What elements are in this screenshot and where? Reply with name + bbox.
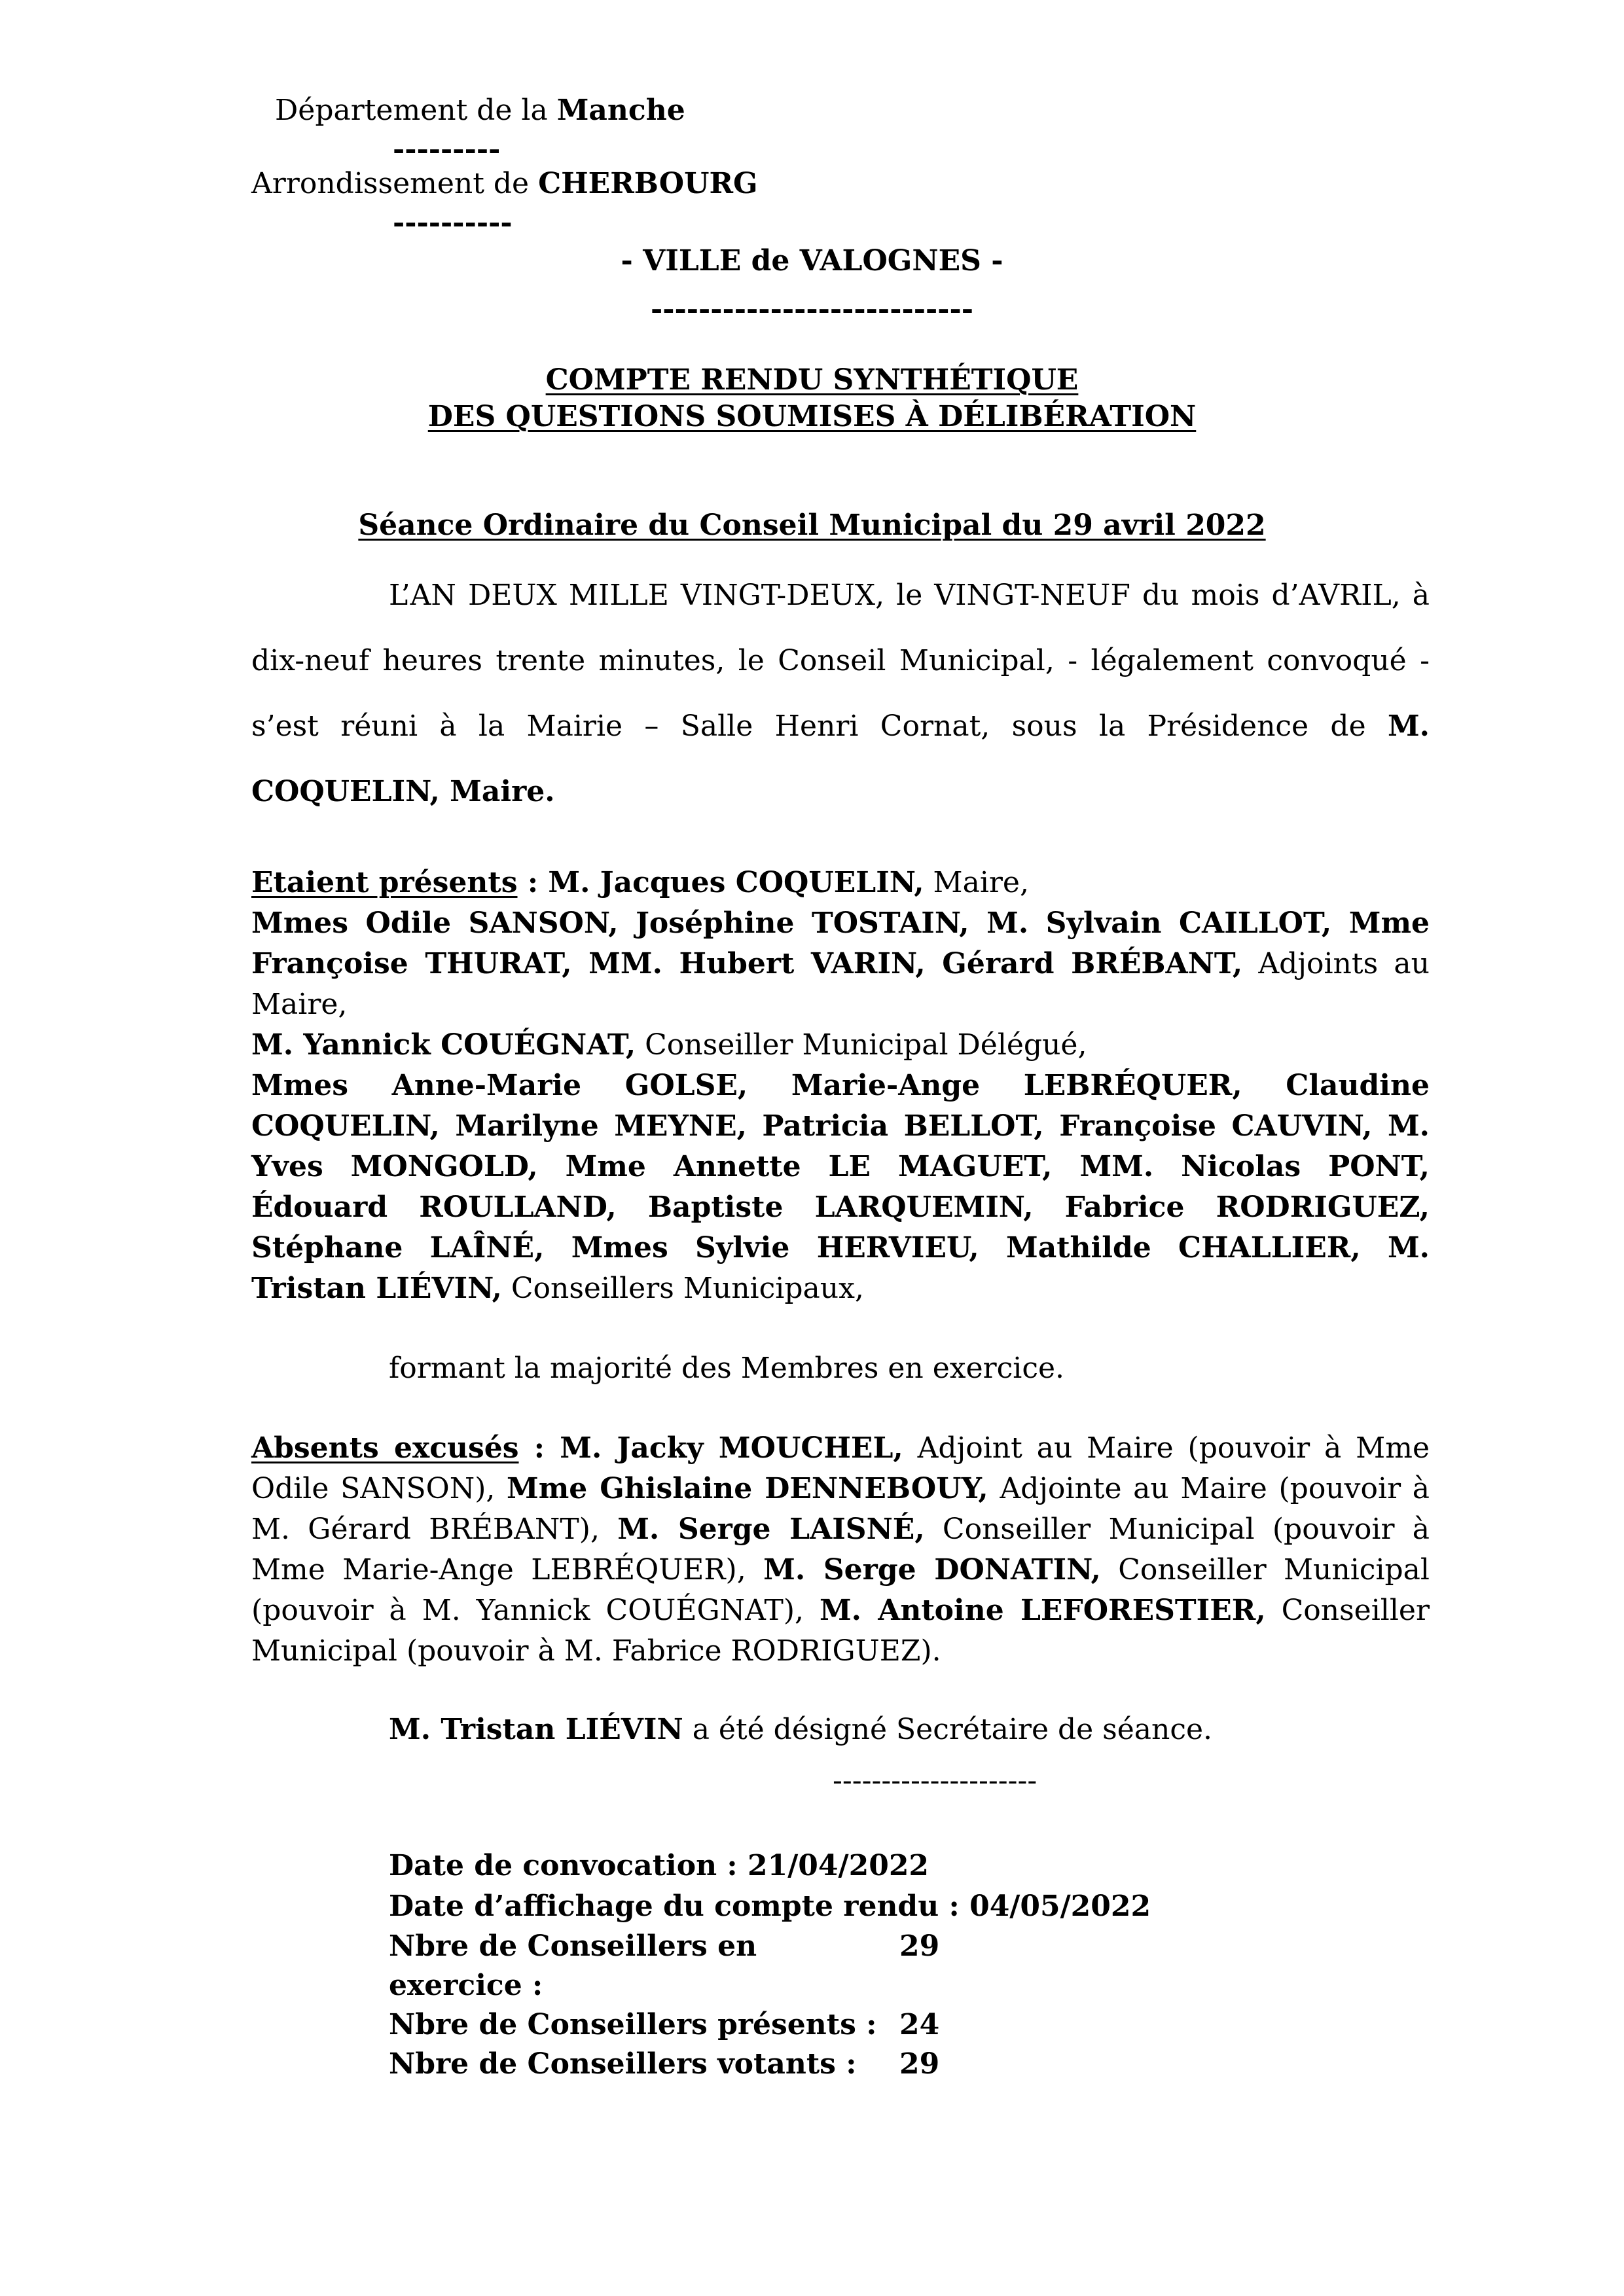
separator-1: --------- [393, 133, 501, 166]
absent-name: M. Jacky MOUCHEL, [560, 1431, 903, 1465]
table-row: Nbre de Conseillers votants : 29 [389, 2045, 939, 2084]
present-adjoints-role: Adjoints au Maire, [251, 947, 1430, 1021]
present-mayor-role: Maire, [924, 866, 1029, 899]
report-title-line-1: COMPTE RENDU SYNTHÉTIQUE [545, 363, 1079, 397]
secretary-name: M. Tristan LIÉVIN [389, 1713, 683, 1746]
councillor-counts [389, 1927, 939, 2084]
present-delegate-role: Conseiller Municipal Délégué, [636, 1028, 1087, 1062]
absent-name: Mme Ghislaine DENNEBOUY, [507, 1472, 988, 1505]
department-line [275, 90, 685, 131]
present-delegate: M. Yannick COUÉGNAT, [251, 1028, 636, 1062]
present-councillors-role: Conseillers Municipaux, [501, 1272, 864, 1305]
separator-3: --------------------------- [650, 293, 974, 326]
report-title-line-2: DES QUESTIONS SOUMISES À DÉLIBÉRATION [427, 400, 1197, 433]
session-title: Séance Ordinaire du Conseil Municipal du 29 avril 2022 [358, 509, 1266, 542]
intro-president: M. COQUELIN, Maire. [251, 709, 1430, 808]
present-section: Etaient présents : M. Jacques COQUELIN, Maire, Mmes Odile SANSON, Joséphine TOSTAIN, M. Sylvain CAILLOT, Mme Françoise THURAT, MM. Hubert VARIN, Gérard BRÉBANT, Adjoints au Maire, M. Yannick COUÉGNAT, Conseiller Municipal Délégué, Mmes Anne-Marie GOLSE, Marie-Ange LEBRÉQUER, Claudine COQUELIN, Marilyne MEYNE, Patricia BELLOT, Françoise CAUVIN, M. Yves MONGOLD, Mme Annette LE MAGUET, MM. Nicolas PONT, Édouard ROULLAND, Baptiste LARQUEMIN, Fabrice RODRIGUEZ, Stéphane LAÎNÉ, Mmes Sylvie HERVIEU, Mathilde CHALLIER, M. Tristan LIÉVIN, Conseillers Municipaux, [251, 866, 1430, 1305]
present-count: 24 [899, 2008, 940, 2041]
present-councillors: Mmes Anne-Marie GOLSE, Marie-Ange LEBRÉQUER, Claudine COQUELIN, Marilyne MEYNE, Patricia BELLOT, Françoise CAUVIN, M. Yves MONGOLD, Mme Annette LE MAGUET, MM. Nicolas PONT, Édouard ROULLAND, Baptiste LARQUEMIN, Fabrice RODRIGUEZ, Stéphane LAÎNÉ, Mmes Sylvie HERVIEU, Mathilde CHALLIER, M. Tristan LIÉVIN, [251, 1069, 1430, 1305]
display-date: Date d’affichage du compte rendu : 04/05/2022 [389, 1890, 1151, 1923]
intro-text: L’AN DEUX MILLE VINGT-DEUX, le VINGT-NEUF du mois d’AVRIL, à dix-neuf heures trente minutes, le Conseil Municipal, - légalement convoqué - s’est réuni à la Mairie – Salle Henri Cornat, sous la Présidence de [251, 579, 1430, 743]
arrondissement-name: CHERBOURG [538, 167, 758, 200]
separator-4: --------------------- [833, 1764, 1038, 1797]
absent-name: M. Serge LAISNÉ, [617, 1513, 925, 1546]
separator-2: ---------- [393, 206, 513, 240]
department-prefix: Département de la [275, 94, 557, 127]
table-row: Nbre de Conseillers présents : 24 [389, 2005, 939, 2045]
secretary-line [389, 1710, 1212, 1750]
present-adjoints: Mmes Odile SANSON, Joséphine TOSTAIN, M. Sylvain CAILLOT, Mme Françoise THURAT, MM. Hubert VARIN, Gérard BRÉBANT, [251, 906, 1430, 980]
absent-label: Absents excusés [251, 1431, 519, 1465]
absent-name: M. Antoine LEFORESTIER, [819, 1594, 1266, 1627]
department-name: Manche [556, 94, 685, 127]
city-title: - VILLE de VALOGNES - [621, 244, 1003, 278]
arrondissement-line [251, 164, 758, 204]
stats-block [389, 1846, 1151, 2084]
present-label: Etaient présents [251, 866, 518, 899]
absent-name: M. Serge DONATIN, [763, 1553, 1101, 1587]
majority-line: formant la majorité des Membres en exercice. [389, 1352, 1065, 1385]
table-row: Nbre de Conseillers en exercice : 29 [389, 1927, 939, 2005]
secretary-text: a été désigné Secrétaire de séance. [683, 1713, 1213, 1746]
voting-count: 29 [899, 2047, 940, 2081]
exercise-count: 29 [899, 1929, 940, 1963]
absent-section: Absents excusés : M. Jacky MOUCHEL, Adjoint au Maire (pouvoir à Mme Odile SANSON), Mme Ghislaine DENNEBOUY, Adjointe au Maire (pouvoir à M. Gérard BRÉBANT), M. Serge LAISNÉ, Conseiller Municipal (pouvoir à Mme Marie-Ange LEBRÉQUER), M. Serge DONATIN, Conseiller Municipal (pouvoir à M. Yannick COUÉGNAT), M. Antoine LEFORESTIER, Conseiller Municipal (pouvoir à M. Fabrice RODRIGUEZ). [251, 1431, 1430, 1668]
convocation-date: Date de convocation : 21/04/2022 [389, 1849, 929, 1882]
arrondissement-prefix: Arrondissement de [251, 167, 539, 200]
present-mayor: M. Jacques COQUELIN, [548, 866, 924, 899]
intro-paragraph [251, 563, 1430, 825]
